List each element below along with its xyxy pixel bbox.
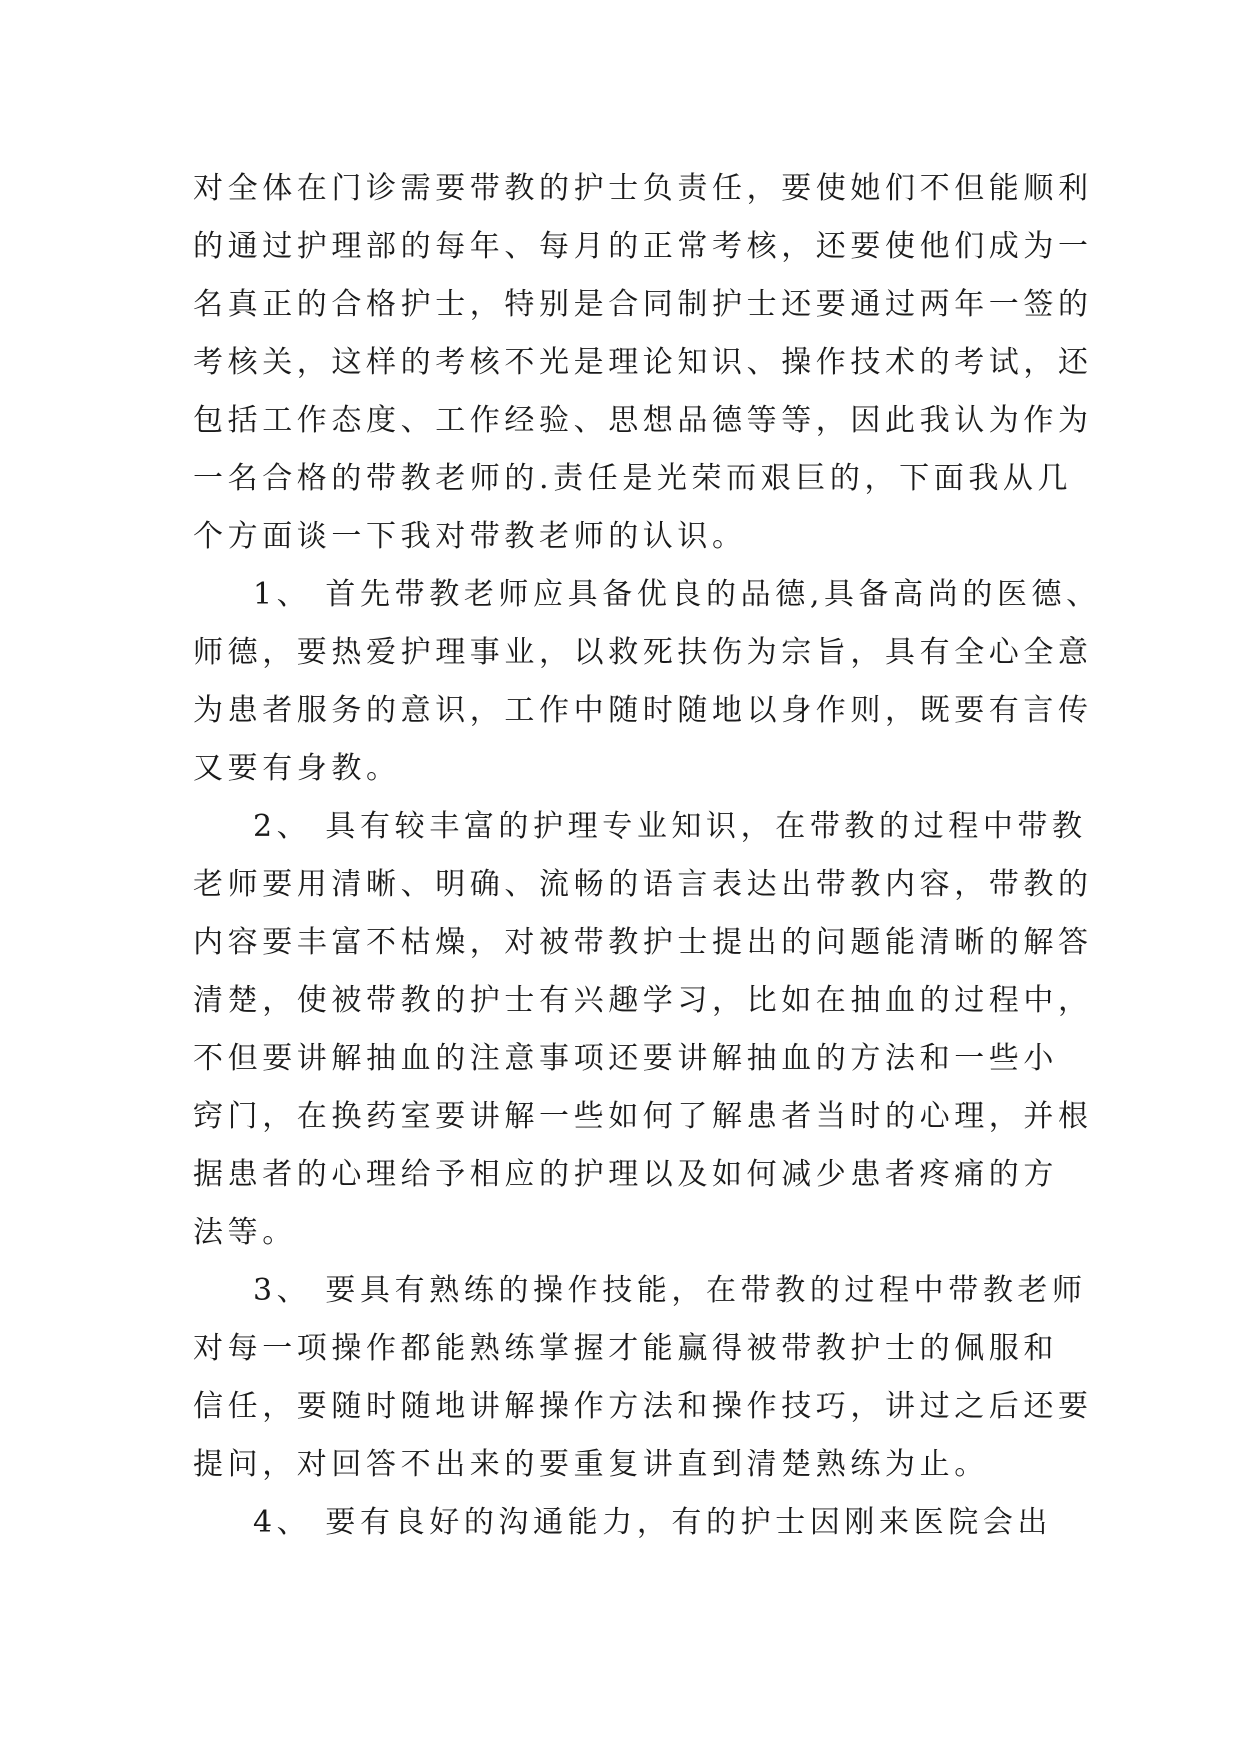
text-line: 清楚，使被带教的护士有兴趣学习，比如在抽血的过程中， — [193, 983, 1093, 1018]
text-line: 据患者的心理给予相应的护理以及如何减少患者疼痛的方 — [193, 1157, 1058, 1192]
paragraph-2-first-line: 2、 具有较丰富的护理专业知识，在带教的过程中带教 — [253, 809, 1087, 844]
text-line: 不但要讲解抽血的注意事项还要讲解抽血的方法和一些小 — [193, 1041, 1058, 1076]
text-line: 又要有身教。 — [193, 751, 401, 786]
text-line: 考核关，这样的考核不光是理论知识、操作技术的考试，还 — [193, 345, 1093, 380]
text-line: 个方面谈一下我对带教老师的认识。 — [193, 519, 747, 554]
document-body — [193, 160, 1101, 1552]
text-line: 窍门，在换药室要讲解一些如何了解患者当时的心理，并根 — [193, 1099, 1093, 1134]
text-line: 为患者服务的意识，工作中随时随地以身作则，既要有言传 — [193, 693, 1093, 728]
paragraph-4-first-line: 4、 要有良好的沟通能力，有的护士因刚来医院会出 — [253, 1505, 1053, 1540]
text-line: 对全体在门诊需要带教的护士负责任，要使她们不但能顺利 — [193, 171, 1093, 206]
text-line: 名真正的合格护士，特别是合同制护士还要通过两年一签的 — [193, 287, 1093, 322]
text-line: 老师要用清晰、明确、流畅的语言表达出带教内容，带教的 — [193, 867, 1093, 902]
text-line: 一名合格的带教老师的.责任是光荣而艰巨的，下面我从几 — [193, 461, 1073, 496]
text-line: 包括工作态度、工作经验、思想品德等等，因此我认为作为 — [193, 403, 1093, 438]
text-line: 法等。 — [193, 1215, 297, 1250]
text-line: 师德，要热爱护理事业，以救死扶伤为宗旨，具有全心全意 — [193, 635, 1093, 670]
paragraph-1-first-line: 1、 首先带教老师应具备优良的品德,具备高尚的医德、 — [253, 577, 1101, 612]
text-line: 信任，要随时随地讲解操作方法和操作技巧，讲过之后还要 — [193, 1389, 1093, 1424]
text-line: 的通过护理部的每年、每月的正常考核，还要使他们成为一 — [193, 229, 1093, 264]
text-line: 对每一项操作都能熟练掌握才能赢得被带教护士的佩服和 — [193, 1331, 1058, 1366]
paragraph-3-first-line: 3、 要具有熟练的操作技能，在带教的过程中带教老师 — [253, 1273, 1087, 1308]
text-line: 内容要丰富不枯燥，对被带教护士提出的问题能清晰的解答 — [193, 925, 1093, 960]
text-line: 提问，对回答不出来的要重复讲直到清楚熟练为止。 — [193, 1447, 989, 1482]
